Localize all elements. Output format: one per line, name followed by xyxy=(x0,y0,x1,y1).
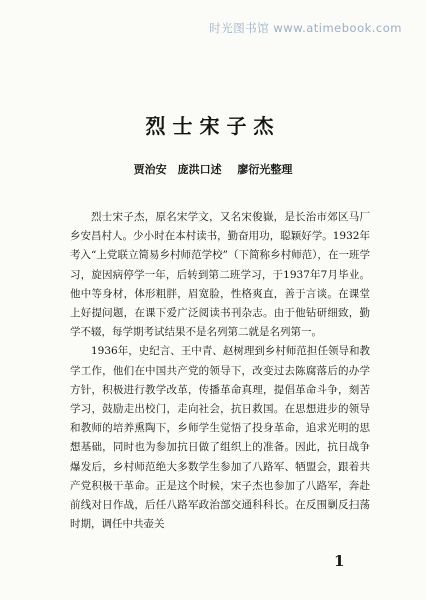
article-body xyxy=(70,208,370,534)
byline-editor: 廖衍光整理 xyxy=(237,163,293,176)
byline-authors: 贾治安 庞洪口述 xyxy=(133,163,222,176)
article-title: 烈士宋子杰 xyxy=(145,114,281,138)
byline xyxy=(0,161,426,177)
page-number: 1 xyxy=(334,552,345,570)
watermark: 时光图书馆 www.atimebook.com xyxy=(209,21,402,35)
paragraph: 1936年，史纪言、王中青、赵树理到乡村师范担任领导和教学工作，他们在中国共产党的领导下，改变过去陈腐落后的办学方针，积极进行教学改革，传播革命真理，提倡革命斗争，刻苦学习，鼓励走出校门，走向社会，抗日救国。在思想进步的领导和教师的培养熏陶下，乡师学生觉悟了投身革命，追求光明的思想基础，同时也为参加抗日做了组织上的准备。因此，抗日战争爆发后，乡村师范绝大多数学生参加了八路军、牺盟会，跟着共产党积极干革命。正是这个时候，宋子杰也参加了八路军，奔赴前线对日作战，后任八路军政治部交通科科长。在反围剿反扫荡时期，调任中共壶关 xyxy=(70,345,370,531)
paragraph: 烈士宋子杰，原名宋学文，又名宋俊嶽，是长治市郊区马厂乡安昌村人。少小时在本村读书，勤奋用功，聪颖好学。1932年考入“上党联立简易乡村师范学校”（下简称乡村师范），在一班学习，旋因病停学一年，后转到第二班学习，于1937年7月毕业。他中等身材，体形粗胖，眉宽脸，性格爽直，善于言谈。在课堂上好提问题，在课下爱广泛阅读书刊杂志。由于他钻研细致，勤学不辍，每学期考试结果不是名列第二就是名列第一。 xyxy=(70,211,370,339)
